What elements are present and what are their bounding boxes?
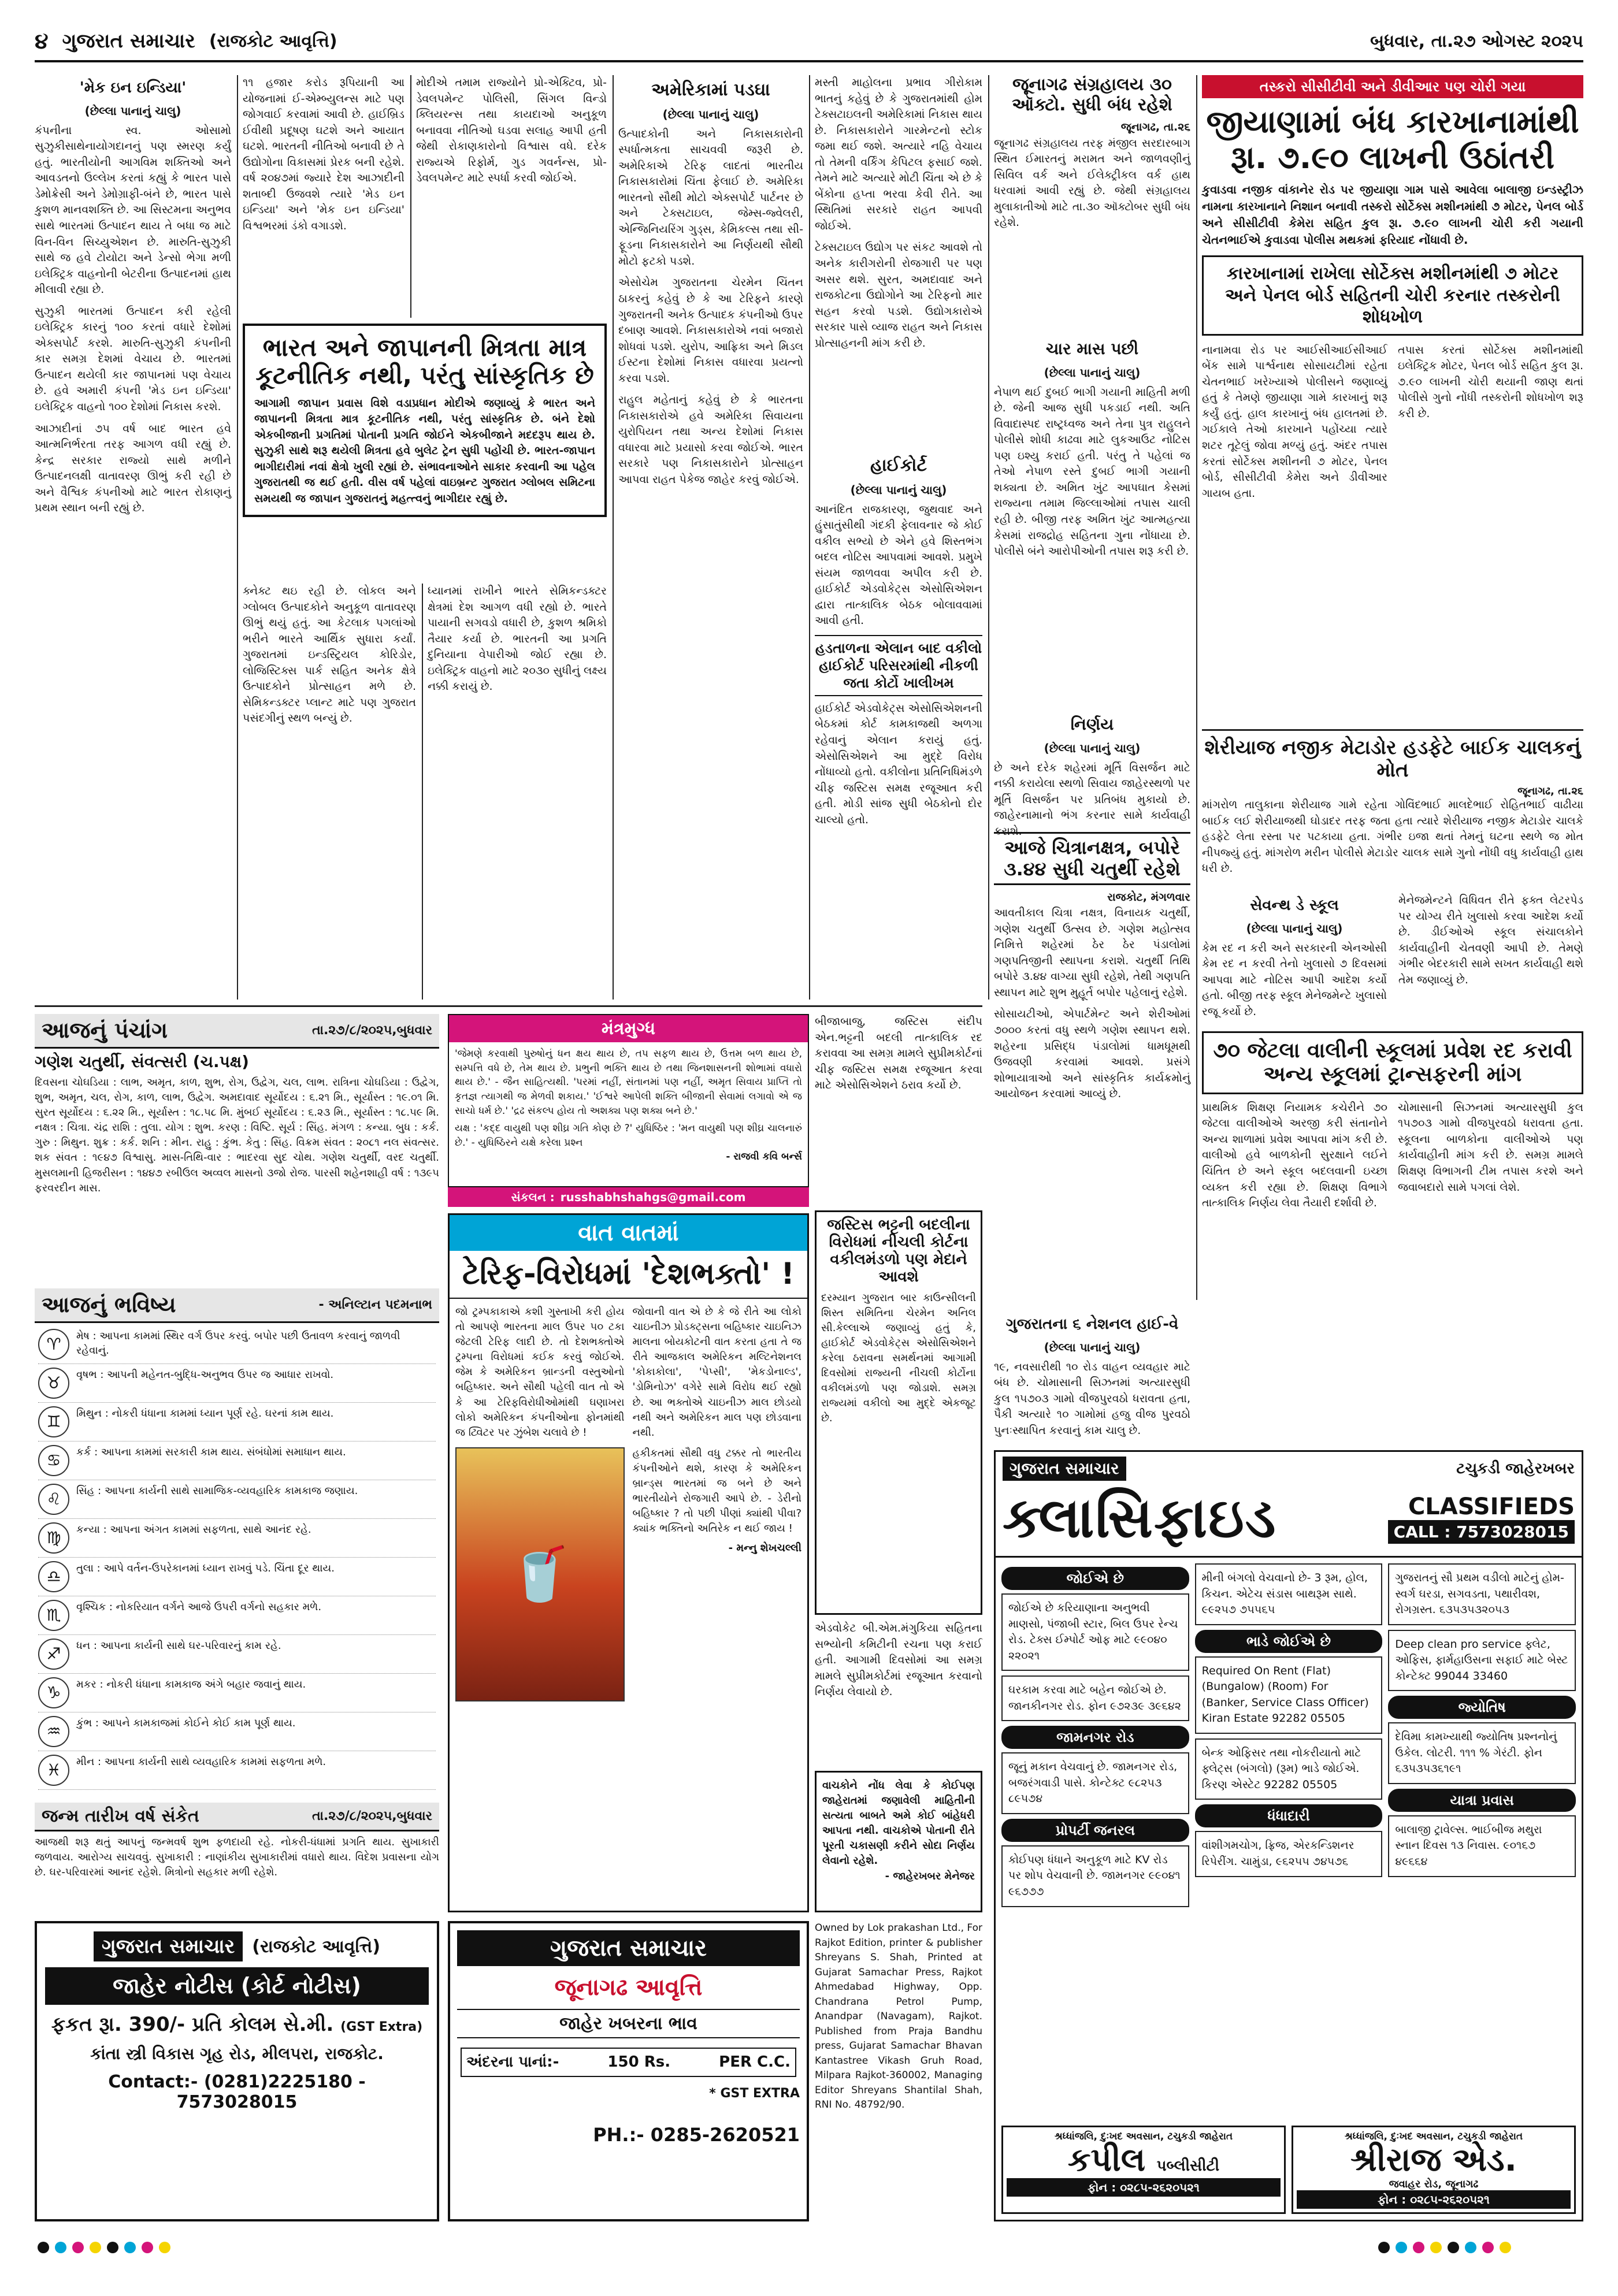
bhavishya-box: [35, 1288, 439, 1797]
bar-headline: હડતાળના એલાન બાદ વકીલો હાઈકોર્ટ પરિસરમાંથી નીકળી જતા કોર્ટો ખાલીખમ: [815, 635, 982, 696]
rashi-text: કન્યા : આપના અંગત કામમાં સફળતા, સાથે આનંદ રહે.: [76, 1524, 311, 1536]
mantra-box: [448, 1014, 809, 1187]
rashi-text: કુંભ : આપને કામકાજમાં કોઈને કોઈ કામ પૂર્ણ થાય.: [76, 1717, 296, 1729]
rashi-text: વૃષભ : આપની મહેનત-બુદ્ધિ-અનુભવ ઉપર જ આધાર રાખવો.: [76, 1369, 334, 1381]
sevantu-headline: સેવન્થ ડે સ્કૂલ: [1250, 897, 1339, 914]
col4-body: મસ્તી માહોલના પ્રભાવ ગીરોકામ ભાતનું કહેવું છે કે ગુજરાતમાંથી હોમ ટેક્સટાઇલની અમેરિકામાં નિકાસ થાય છે. નિકાસકારોને ગારમેન્ટનો સ્ટોક જમા થઈ જશે. અત્યારે નહિ વેચાય તો તેમની વર્કિંગ કેપિટલ ફસાઈ જશે. તેમને માટે અત્યારે મોટી ચિંતા એ છે કે બેંકોના હપ્તા ભરવા કેવી રીતે. આ સ્થિતિમાં સરકારે રાહત આપવી જોઈએ.: [815, 76, 982, 232]
rashi-row: [38, 1558, 436, 1596]
taskari-body: નાનામવા રોડ પર આઈસીઆઈસીઆઈ બેંક સામે પાર્શ્વનાથ સોસાયટીમાં રહેતા ચેતનભાઈ ખરેખ્યાએ પોલીસને જણાવ્યું હતું કે તેમણે જીયાણા ગામે કારખાનું શરૂ કર્યું હતું. હાલ કારખાનું બંધ હાલતમાં છે. ગઈકાલે તેઓ કારખાને પહોંચ્યા ત્યારે શટર તૂટેલું જોવા મળ્યું હતું. અંદર તપાસ કરતાં સોર્ટેક્સ મશીનની ૭ મોટર, પેનલ બોર્ડ, સીસીટીવી કેમેરા અને ડીવીઆર ગાયબ હતા.: [1202, 343, 1387, 500]
taskari-box-headline: કારખાનામાં રાખેલા સોર્ટેક્સ મશીનમાંથી ૭ મોટર અને પેનલ બોર્ડ સહિતની ચોરી કરનાર તસ્કરોની શોધખોળ: [1202, 255, 1583, 336]
registration-marks-right: [1375, 2242, 1514, 2256]
ad-kapil-top: શ્રધ્ધાંજલિ, દુઃખદ અવસાન, ટચુકડી જાહેરાત: [1054, 2131, 1233, 2143]
bike-article: [1202, 737, 1583, 887]
india-japan-headline-box: [243, 324, 607, 517]
ad-kapil-phone: ફોન : ૦૨૮૫-૨૬૨૦૫૨૧: [1007, 2178, 1281, 2197]
registration-marks-left: [35, 2242, 173, 2256]
rashi-text: તુલા : આપે વર્તન-ઉપરેકાનમાં ધ્યાન રાખવું પડે. ચિંતા દૂર થાય.: [76, 1562, 335, 1574]
justice-box: [815, 1210, 982, 1615]
rashi-row: [38, 1751, 436, 1790]
rashi-text: મકર : નોકરી ધંધાના કામકાજ અંગે બહાર જવાનું થાય.: [76, 1678, 306, 1691]
ad-junagadh[interactable]: [448, 1921, 809, 2221]
rashi-row: [38, 1480, 436, 1519]
highcourt-article: [815, 451, 982, 1000]
zodiac-icon: ♌: [38, 1484, 69, 1515]
ad-junagadh-gst: * GST EXTRA: [709, 2086, 800, 2101]
vaat-box: [448, 1213, 809, 1912]
ad-court-contact: Contact:- (0281)2225180 - 7573028015: [108, 2072, 366, 2112]
junagadh-dateline: જૂનાગઢ, તા.૨૬: [1120, 121, 1190, 133]
rashi-text: કર્ક : આપના કામમાં સરકારી કામ થાય. સંબંધોમાં સમાધાન થાય.: [76, 1446, 346, 1458]
rashi-text: મેષ : આપના કામમાં સ્થિર વર્ગ ઉપર કરવું. બપોર પછી ઉતાવળ કરવાનું જાળવી રહેવાનું.: [76, 1330, 400, 1357]
classified-listing[interactable]: ગુજરાતનું સૌ પ્રથમ વડીલો માટેનું હોમ- સ્વર્ગ ઘરડા, સગવડતા, પથારીવશ, રોગગ્રસ્ત. ૬૩૫૩૫૩૨૦૫૩: [1388, 1563, 1576, 1625]
col4-top: [815, 75, 982, 445]
panchang-heading: ગણેશ ચતુર્થી, સંવત્સરી (ચ.પક્ષ): [35, 1052, 249, 1071]
chitra-body: આવતીકાલ ચિત્રા નક્ષત્ર, વિનાયક ચતુર્થી, ગણેશ ચતુર્થી ઉત્સવ છે. ગણેશ મહોત્સવ નિમિત્તે શહેરમાં ઠેર ઠેર પંડાલોમાં ગણપતિજીની સ્થાપના કરાશે. ચતુર્થી તિથિ બપોરે ૩.૪૪ વાગ્યા સુધી રહેશે, તેથી ગણપતિ સ્થાપન માટે શુભ મુહૂર્ત બપોર પહેલાનું રહેશે.: [994, 906, 1190, 999]
masthead: [35, 22, 1583, 62]
ad-kapil-sub: પબ્લીસીટી: [1156, 2157, 1220, 2175]
ad-shriraj-top: શ્રધ્ધાંજલિ, દુઃખદ અવસાન, ટચુકડી જાહેરાત: [1344, 2131, 1523, 2143]
zodiac-icon: ♑: [38, 1677, 69, 1708]
ad-court-notice[interactable]: [35, 1921, 439, 2221]
make-in-india-article: [35, 75, 231, 1000]
chitra-dateline: રાજકોટ, મંગળવાર: [1107, 890, 1190, 904]
taskari-kicker: તસ્કરો સીસીટીવી અને ડીવીઆર પણ ચોરી ગયા: [1202, 75, 1583, 98]
mantra-credit: - રાજવી કવિ બર્ન્સ: [726, 1151, 802, 1163]
cartoon-image: 🥤: [455, 1447, 625, 1701]
janma-body: આજથી શરૂ થતું આપનું જન્મવર્ષ શુભ ફળદાયી રહે. નોકરી-ધંધામાં પ્રગતિ થાય. સુખાકારી જળવાય. આરોગ્ય સાચવવું. સુખાકારી : નાણાંકીય સુખાકારીમાં વધારો થાય. વિદેશ પ્રવાસના યોગ છે. ઘર-પરિવારમાં આનંદ રહેશે. મિત્રોનો સહકાર મળી રહેશે.: [35, 1836, 439, 1879]
zodiac-icon: ♒: [38, 1716, 69, 1747]
india-japan-body-2: ક્નેક્ટ થઇ રહી છે. લોકલ અને ગ્લોબલ ઉત્પાદકોને અનુકૂળ વાતાવરણ ઊભું થયું હતું. આ કેટલાક પગલાંઓ ભરીને ભારતે આર્થિક સુધારા કર્યાં. ગુજરાતમાં ઇન્ડસ્ટ્રિયલ કોરિડોર, લોજિસ્ટિક્સ પાર્ક સહિત અનેક ક્ષેત્રે ઉત્પાદકોને પ્રોત્સાહન મળે છે. સેમિકન્ડક્ટર પ્લાન્ટ માટે પણ ગુજરાત પસંદગીનું સ્થળ બન્યું છે.: [243, 585, 416, 725]
rashi-text: મિથુન : નોકરી ધંધાના કામમાં ધ્યાન પૂર્ણ રહે. ઘરનાં કામ થાય.: [76, 1407, 334, 1420]
chitra-body-2: સોસાયટીઓ, એપાર્ટમેન્ટ અને શેરીઓમાં ૭૦૦૦ કરતાં વધુ સ્થળે ગણેશ સ્થાપન થશે. શહેરના પ્રસિદ્ધ પંડાલોમાં ધામધૂમથી ઉજવણી કરવામાં આવશે. પ્રસંગે શોભાયાત્રાઓ અને સાંસ્કૃતિક કાર્યક્રમોનું આયોજન કરવામાં આવ્યું છે.: [994, 1008, 1190, 1101]
highcourt-headline: હાઈકોર્ટ: [870, 455, 927, 475]
make-in-india-body-2: સુઝુકી ભારતમાં ઉત્પાદન કરી રહેલી ઇલેક્ટ્રિક કારનું ૧૦૦ કરતાં વધારે દેશોમાં એક્સપોર્ટ કરશે. મારુતિ-સુઝુકી કંપનીની કાર સમગ્ર દેશમાં વેચાય છે. ભારતમાં ઉત્પાદન થયેલી કાર જાપાનમાં પણ વેચાય છે. હવે અમારી કંપની 'મેડ ઇન ઇન્ડિયા' ઇલેક્ટ્રિક વાહનો ૧૦૦ દેશોમાં નિકાસ કરશે.: [35, 304, 231, 413]
america-sub: (છેલ્લા પાનાનું ચાલુ): [662, 107, 759, 121]
vaat-title: વાત વાતમાં: [450, 1215, 807, 1251]
seventy-article: [1202, 1031, 1583, 1303]
panchang-date: તા.૨૭/૮/૨૦૨૫,બુધવાર: [312, 1023, 432, 1038]
rashi-text: સિંહ : આપના કાર્યની સાથે સામાજિક-વ્યવહારિક કામકાજ જણાય.: [76, 1485, 358, 1497]
masthead-date: બુધવાર, તા.૨૭ ઓગસ્ટ ૨૦૨૫: [1370, 31, 1583, 51]
gujarat-highway-body: ૧૯, નવસારીથી ૧૦ રોડ વાહન વ્યવહાર માટે બંધ છે. ચોમાસાની સિઝનમાં અત્યારસુધી કુલ ૧૫૭૦૩ ગામો વીજપુરવઠો ધરાવતા હતા, પૈકી અત્યારે ૧૦ ગામોમાં હજુ વીજ પુરવઠો પુનઃસ્થાપિત કરવાનું કામ ચાલુ છે.: [994, 1360, 1190, 1437]
vaat-body-3: હકીકતમાં સૌથી વધુ ટક્કર તો ભારતીય કંપનીઓને થશે, કારણ કે અમેરિકન બ્રાન્ડ્સ ભારતમાં જ બને છે અને ભારતીયોને રોજગારી આપે છે. - ડેરીનો બહિષ્કાર ? તો પછી પીણાં ક્યાંથી પીવા? ક્યાંક ભક્તિનો અતિરેક ન થઈ જાય !: [632, 1447, 801, 1535]
classified-call[interactable]: CALL : 7573028015: [1388, 1520, 1575, 1544]
classified-listing[interactable]: બાલાજી ટ્રાવેલ્સ. ભાઈબીજ મથુરા સ્નાન દિવસ ૧૩ નિવાસ. ૯૦૧૬૭ ૪૯૬૬૪: [1388, 1815, 1576, 1877]
char-maas-headline: ચાર માસ પછી: [1045, 339, 1139, 358]
india-japan-cont-2: [428, 584, 607, 1000]
junagadh-article: [994, 75, 1190, 329]
highcourt-sub: (છેલ્લા પાનાનું ચાલુ): [850, 482, 947, 497]
sevantu-sub: (છેલ્લા પાનાનું ચાલુ): [1246, 921, 1343, 935]
ad-junagadh-edition: જૂનાગઢ આવૃત્તિ: [554, 1974, 703, 2001]
janma-date: તા.૨૭/૮/૨૦૨૫,બુધવાર: [312, 1809, 432, 1823]
school-right-article: [1398, 893, 1583, 1026]
ad-junagadh-phone: PH.:- 0285-2620521: [593, 2124, 800, 2146]
classified-listing[interactable]: ઘરકામ કરવા માટે બહેન જોઈએ છે. જાનકીનગર રોડ. ફોન ૯૭૨૩૯ ૩૯૬૪૨: [1001, 1675, 1189, 1721]
edition-label: (રાજકોટ આવૃત્તિ): [209, 31, 337, 51]
rashi-text: ધન : આપના કાર્યની સાથે ઘર-પરિવારનું કામ રહે.: [76, 1640, 281, 1652]
make-in-india-title: 'મેક ઇન ઇન્ડિયા': [79, 79, 187, 96]
classified-brand: ગુજરાત સમાચાર: [1003, 1457, 1126, 1481]
school-right-body: મેનેજમેન્ટને વિધિવત રીતે ફક્ત લેટરપેડ પર યોગ્ય રીતે ખુલાસો કરવા આદેશ કર્યો છે. ડીઈઓએ સ્કૂલ સંચાલકોને કાર્યવાહીની ચેતવણી આપી છે. તેમણે ગંભીર બેદરકારી સામે સખત કાર્યવાહી થશે તેમ જણાવ્યું છે.: [1398, 894, 1583, 986]
india-japan-body: આગામી જાપાન પ્રવાસ વિશે વડાપ્રધાન મોદીએ જણાવ્યું કે ભારત અને જાપાનની મિત્રતા માત્ર કૂટનીતિક નથી, પરંતુ સાંસ્કૃતિક છે. બંને દેશો એકબીજાની પ્રગતિમાં પોતાની પ્રગતિ જોઈને એકબીજાને મદદરૂપ થાય છે. સુઝુકી સાથે શરૂ થયેલી મિત્રતા હવે બુલેટ ટ્રેન સુધી પહોંચી છે. ભારત-જાપાન ભાગીદારીમાં નવાં ક્ષેત્રો ખુલી રહ્યાં છે. સંભાવનાઓને સાકાર કરવાની આ પહેલ ગુજરાતથી જ થઈ હતી. વીસ વર્ષ પહેલાં વાઇબ્રન્ટ ગુજરાત ગ્લોબલ સમિટના સમયથી જ જાપાન ગુજરાતનું મહત્ત્વનું ભાગીદાર રહ્યું છે.: [254, 396, 595, 505]
gujarat-highway-sub: (છેલ્લા પાનાનું ચાલુ): [1044, 1340, 1141, 1354]
india-japan-cont-1: [243, 584, 416, 1000]
classified-listing[interactable]: Deep clean pro service ફ્લેટ, ઓફિસ, ફાર્મહાઉસના સફાઈ માટે બેસ્ટ કોન્ટેક્ટ 99044 33460: [1388, 1630, 1576, 1692]
india-japan-body-3: ધ્યાનમાં રાખીને ભારતે સેમિકન્ડક્ટર ક્ષેત્રમાં દેશ આગળ વધી રહ્યો છે. ભારતે પાયાની સગવડો વધારી છે, કુશળ શ્રમિકો તૈયાર કર્યા છે. ભારતની આ પ્રગતિ દુનિયાના વેપારીઓ જોઈ રહ્યા છે. ઇલેક્ટ્રિક વાહનો માટે ૨૦૩૦ સુધીનું લક્ષ્ય નક્કી કરાયું છે.: [428, 585, 607, 693]
notice-box: [815, 1771, 982, 1912]
ad-junagadh-title: જાહેર ખબરના ભાવ: [457, 2009, 800, 2038]
bike-headline: શેરીયાજ નજીક મેટાડોર હડફેટે બાઈક ચાલકનું મોત: [1204, 736, 1581, 782]
mid-article-body-2: મોદીએ તમામ રાજ્યોને પ્રો-એક્ટિવ, પ્રો-ડેવલપમેન્ટ પોલિસી, સિંગલ વિન્ડો ક્લિયરન્સ તથા કાયદાઓ અનુકૂળ બનાવવા નીતિઓ ઘડવા સલાહ આપી હતી જેથી રોકાણકારોનો વિશ્વાસ વધે. દરેક રાજ્યએ રિફોર્મ, ગુડ ગવર્નન્સ, પ્રો-ડેવલપમેન્ટ માટે સ્પર્ધા કરવી જોઈએ.: [416, 76, 607, 185]
highcourt-body: આનંદિત રાજકારણ, જુથવાદ અને હુંસાતુંસીથી ગંદકી ફેલાવનાર જે કોઈ વકીલ સભ્યો છે એને હવે શિસ્તભંગ બદલ નોટિસ આપવામાં આવશે. પ્રમુખે સંયમ જાળવવા અપીલ કરી છે. હાઈકોર્ટ એડવોકેટ્સ એસોસિએશન દ્વારા તાત્કાલિક બેઠક બોલાવવામાં આવી હતી.: [815, 503, 982, 627]
classified-listing[interactable]: બેન્ક ઓફિસર તથા નોકરીયાતો માટે ફ્લેટ્સ (બંગલો) (રૂમ) ભાડે જોઈએ. કિરણ એસ્ટેટ 92282 05505: [1195, 1738, 1383, 1800]
classified-category-title: જામનગર રોડ: [1001, 1726, 1189, 1749]
classified-listing[interactable]: કોઈપણ ધંધાને અનુકૂળ માટે KV રોડ પર શોપ વેચવાની છે. જામનગર ૯૯૦૪૧ ૯૬૭૭૭: [1001, 1845, 1189, 1907]
vaat-body-2: જોવાની વાત એ છે કે જે રીતે આ લોકો ચાઇનીઝ પ્રોડક્ટ્સના બહિષ્કાર ચાઇનિઝ માલના બોયકોટની વાત કરતા હતા તે જ રીતે આજકાલ અમેરિકન મલ્ટિનેશનલ 'કોકાકોલા', 'પેપ્સી', 'મેકડોનાલ્ડ', 'ડોમિનોઝ' વગેરે સામે વિરોધ થઈ રહ્યો છે. આ ભક્તોએ ચાઇનીઝ માલ છોડયો નથી અને અમેરિકન માલ પણ છોડવાના નથી.: [632, 1306, 801, 1439]
zodiac-icon: ♊: [38, 1406, 69, 1437]
junagadh-body: જૂનાગઢ સંગ્રહાલય તરફ મંજીલ સરદારબાગ સ્થિત ઈમારતનું મરામત અને જાળવણીનું સિવિલ વર્ક અને ઈલેક્ટ્રીકલ વર્ક હાથ ધરવામાં આવી રહ્યું છે. જેથી સંગ્રહાલય મુલાકાતીઓ માટે તા.૩૦ ઑક્ટોબર સુધી બંધ રહેશે.: [994, 136, 1190, 229]
zodiac-icon: ♏: [38, 1600, 69, 1631]
chitra-headline: આજે ચિત્રાનક્ષત્ર, બપોરે ૩.૪૪ સુધી ચતુર્થી રહેશે: [994, 832, 1190, 885]
justice-body: દરમ્યાન ગુજરાત બાર કાઉન્સીલની શિસ્ત સમિતિના ચેરમેન અનિલ સી.કેલ્લાએ જણાવ્યું હતું કે, હાઈકોર્ટ એડવોકેટ્સ એસોસિએશને કરેલા ઠરાવના સમર્થનમાં આગામી દિવસોમાં રાજ્યની નીચલી કોર્ટોના વકીલમંડળો પણ જોડાશે. સમગ્ર રાજ્યમાં વકીલો આ મુદ્દે એકજૂટ છે.: [821, 1291, 976, 1425]
nirnay-body: છે અને દરેક શહેરમાં મૂર્તિ વિસર્જન માટે નક્કી કરાયેલા સ્થળો સિવાય જાહેરસ્થળો પર મૂર્તિ વિસર્જન પર પ્રતિબંધ મુકાયો છે. જાહેરનામાનો ભંગ કરનાર સામે કાર્યવાહી કરાશે.: [994, 761, 1190, 838]
mid-article-right: [416, 75, 607, 318]
america-headline: અમેરિકામાં પડઘા: [651, 80, 770, 100]
taskari-article: [1202, 75, 1583, 722]
classified-category-title: પ્રોપર્ટી જનરલ: [1001, 1819, 1189, 1842]
char-maas-article: [994, 335, 1190, 705]
ad-junagadh-col2: 150 Rs.: [607, 2053, 671, 2071]
zodiac-icon: ♍: [38, 1522, 69, 1554]
rashi-text: મીન : આપના કાર્યની સાથે વ્યવહારિક કામમાં સફળતા મળે.: [76, 1756, 326, 1768]
america-body-2: એસોચેમ ગુજરાતના ચેરમેન ચિંતન ઠાકરનું કહેવું છે કે આ ટેરિફને કારણે ગુજરાતની અનેક ઉત્પાદક કંપનીઓ ઉપર દબાણ આવશે. નિકાસકારોએ નવાં બજારો શોધવાં પડશે. યુરોપ, આફ્રિકા અને મિડલ ઈસ્ટના દેશોમાં નિકાસ વધારવા પ્રયત્નો કરવા પડશે.: [618, 276, 803, 385]
classified-col-2: [1195, 1563, 1383, 1912]
zodiac-icon: ♈: [38, 1329, 69, 1360]
ad-kapil-name: કપીલ: [1067, 2141, 1146, 2179]
ad-court-address: કાંતા સ્ત્રી વિકાસ ગૃહ રોડ, મીલપરા, રાજકોટ.: [90, 2044, 384, 2063]
panchang-body: દિવસના ચોઘડિયા : લાભ, અમૃત, કાળ, શુભ, રોગ, ઉદ્વેગ, ચલ, લાભ. રાત્રિના ચોઘડિયા : ઉદ્વેગ, શુભ, અમૃત, ચલ, રોગ, કાળ, લાભ, ઉદ્વેગ. અમદાવાદ સૂર્યોદય : ૬.૨૧ મિ., સૂર્યાસ્ત : ૧૯.૦૧ મિ. સુરત સૂર્યોદય : ૬.૨૨ મિ., સૂર્યાસ્ત : ૧૮.૫૮ મિ. મુંબઈ સૂર્યોદય : ૬.૨૩ મિ., સૂર્યાસ્ત : ૧૮.૫૯ મિ. નક્ષત્ર : ચિત્રા. ચંદ્ર રાશિ : તુલા. યોગ : શુભ. કરણ : વિષ્ટિ. સૂર્ય : સિંહ. મંગળ : કન્યા. બુધ : કર્ક. ગુરુ : મિથુન. શુક્ર : કર્ક. શનિ : મીન. રાહુ : કુંભ. કેતુ : સિંહ. વિક્રમ સંવત : ૨૦૮૧ નલ સંવત્સર. શક સંવત : ૧૯૪૭ વિશ્વાસુ. માસ-તિથિ-વાર : ભાદરવા સુદ ચોથ. ગણેશ ચતુર્થી, વરદ ચતુર્થી. મુસલમાની હિજરીસન : ૧૪૪૭ રબીઉલ અવ્વલ માસનો ૩જો રોજ. પારસી શહેનશાહી વર્ષ : ૧૩૯૫ ફરવરદીન માસ.: [35, 1076, 439, 1194]
chitra-article: [994, 832, 1190, 1306]
america-body-3: રાહુલ મહેતાનું કહેવું છે કે ભારતના નિકાસકારોએ હવે અમેરિકા સિવાયના યુરોપિયન તથા અન્ય દેશોમાં નિકાસ વધારવા માટે પ્રયાસો કરવા જોઈએ. ભારત સરકારે પણ નિકાસકારોને પ્રોત્સાહન આપવા રાહત પેકેજ જાહેર કરવું જોઈએ.: [618, 393, 803, 486]
ad-shriraj[interactable]: [1292, 2126, 1576, 2214]
justice-headline: જસ્ટિસ ભટ્ટની બદલીના વિરોધમાં નીચલી કોર્ટના વકીલમંડળો પણ મેદાને આવશે: [827, 1216, 970, 1286]
america-body: ઉત્પાદકોની અને નિકાસકારોની સ્પર્ધાત્મકતા સાચવવી જરૂરી છે. અમેરિકાએ ટેરિફ લાદતાં ભારતીય નિકાસકારોમાં ચિંતા ફેલાઈ છે. અમેરિકા ભારતનો સૌથી મોટો એક્સપોર્ટ પાર્ટનર છે અને ટેક્સટાઇલ, જેમ્સ-જ્વેલરી, એન્જિનિયરિંગ ગુડ્સ, કેમિકલ્સ તથા સી-ફૂડના નિકાસકારોને આ નિર્ણયથી સૌથી મોટો ફટકો પડશે.: [618, 127, 803, 268]
sevantu-article: [1202, 893, 1387, 1026]
taskari-headline: જીયાણામાં બંધ કારખાનામાંથી રૂા. ૭.૯૦ લાખની ઉઠાંતરી: [1206, 103, 1579, 176]
vaat-headline: ટેરિફ-વિરોધમાં 'દેશભક્તો' !: [450, 1251, 807, 1299]
zodiac-icon: ♉: [38, 1368, 69, 1399]
rashi-row: [38, 1325, 436, 1364]
char-maas-body: નેપાળ થઈ દુબઈ ભાગી ગયાની માહિતી મળી છે. જેની આજ સુધી પકડાઈ નથી. અતિ વિવાદાસ્પદ રાષ્ટ્રધ્વજ અને તેના પુત્ર રાહુલને પોલીસે શોધી કાઢવા માટે લુકઆઉટ નોટિસ પણ ઇશ્યુ કરાઈ હતી. પરંતુ તે પહેલાં જ તેઓ નેપાળ રસ્તે દુબઈ ભાગી ગયાની શક્યતા છે. અમિત ખુંટ આપઘાત કેસમાં રાજ્યના તમામ જિલ્લાઓમાં તપાસ ચાલી રહી છે. બીજી તરફ અમિત ખુંટ આત્મહત્યા કેસમાં રાજદ્રોહ સહિતના ગુના નોંધાયા છે. પોલીસે બંને આરોપીઓની તપાસ શરૂ કરી છે.: [994, 385, 1190, 558]
make-in-india-body-3: આઝાદીનાં ૭૫ વર્ષ બાદ ભારત હવે આત્મનિર્ભરતા તરફ આગળ વધી રહ્યું છે. કેન્દ્ર સરકાર રાજ્યો સાથે મળીને ઉત્પાદનલક્ષી વાતાવરણ ઊભું કરી રહી છે અને વૈશ્વિક કંપનીઓ માટે ભારત રોકાણનું પ્રથમ સ્થાન બની રહ્યું છે.: [35, 422, 231, 515]
zodiac-icon: ♎: [38, 1561, 69, 1592]
classified-tag: ટચુકડી જાહેરખબર: [1456, 1459, 1575, 1477]
justice-para: [815, 1014, 982, 1205]
janma-title: જન્મ તારીખ વર્ષ સંકેત: [42, 1806, 199, 1826]
school-right-body-2: ચોમાસાની સિઝનમાં અત્યારસુધી કુલ ૧૫૭૦૩ ગામો વીજપુરવઠો ધરાવતા હતા. સ્કૂલના બાળકોના વાલીઓએ પણ કાર્યવાહીની માંગ કરી છે. સમગ્ર મામલે શિક્ષણ વિભાગની ટીમ તપાસ કરશે અને જવાબદારો સામે પગલાં લેશે.: [1398, 1101, 1583, 1194]
mantra-title: મંત્રમુગ્ધ: [449, 1015, 808, 1042]
highcourt-justice: બીજાબાજુ, જસ્ટિસ સંદીપ એન.ભટ્ટની બદલી તાત્કાલિક રદ કરાવવા આ સમગ્ર મામલે સુપ્રીમકોર્ટનાં ચીફ જસ્ટિસ સમક્ષ રજૂઆત કરવા માટે એસોસિએશને ઠરાવ કર્યો છે.: [815, 1015, 982, 1092]
zodiac-icon: ♐: [38, 1639, 69, 1670]
classified-section: [994, 1450, 1583, 2221]
classified-category-title: જ્યોતિષ: [1388, 1696, 1576, 1719]
classified-category-title: ધંધાદારી: [1195, 1804, 1383, 1827]
rashi-row: [38, 1635, 436, 1674]
rashi-text: વૃશ્ચિક : નોકરિયાત વર્ગને આજે ઉપરી વર્ગનો સહકાર મળે.: [76, 1601, 322, 1613]
vaat-sign: - મન્નુ શેખચલ્લી: [728, 1542, 801, 1555]
classified-listing[interactable]: જૂનું મકાન વેચવાનું છે. જામનગર રોડ, બજરંગવાડી પાસે. કોન્ટેક્ટ ૯૮૨૫૩ ૮૯૫૭૪: [1001, 1752, 1189, 1814]
mantra-contact: [448, 1187, 809, 1207]
mid-article-left: [243, 75, 404, 318]
bhavishya-title: આજનું ભવિષ્ય: [42, 1292, 176, 1317]
classified-col-1: [1001, 1563, 1189, 1912]
make-in-india-sub: (છેલ્લા પાનાનું ચાલુ): [84, 103, 181, 118]
classified-listing[interactable]: મીની બંગલો વેચવાનો છે- 3 રૂમ, હોલ, કિચન. એટેચ સંડાસ બાથરૂમ સાથે. ૯૯૨૫૭ ૭૫૫૬૫: [1195, 1563, 1383, 1625]
rashi-row: [38, 1674, 436, 1712]
classified-en: CLASSIFIEDS: [1408, 1493, 1575, 1520]
col4-body-2: ટેક્સટાઇલ ઉદ્યોગ પર સંકટ આવશે તો અનેક કારીગરોની રોજગારી પર પણ અસર થશે. સુરત, અમદાવાદ અને રાજકોટના ઉદ્યોગોને આ ટેરિફનો માર સહન કરવો પડશે. ઉદ્યોગકારોએ સરકાર પાસે વ્યાજ રાહત અને નિકાસ પ્રોત્સાહનની માંગ કરી છે.: [815, 241, 982, 350]
taskari-body-2: તપાસ કરતાં સોર્ટેક્સ મશીનમાંથી ઇલેક્ટ્રિક મોટર, પેનલ બોર્ડ સહિત કુલ રૂા. ૭.૯૦ લાખની ચોરી થયાની જાણ થતાં પોલીસે ગુનો નોંધી તસ્કરોની શોધખોળ શરૂ કરી છે.: [1398, 343, 1583, 420]
classified-big: ક્લાસિફાઇડ: [1003, 1485, 1277, 1550]
janma-box: [35, 1803, 439, 1912]
rashi-row: [38, 1519, 436, 1558]
ad-junagadh-brand: ગુજરાત સમાચાર: [457, 1930, 800, 1966]
bike-dateline: જૂનાગઢ, તા.૨૬: [1517, 785, 1583, 798]
ad-shriraj-phone: ફોન : ૦૨૮૫-૨૬૨૦૫૨૧: [1297, 2190, 1571, 2209]
gujarat-highway-headline: ગુજરાતના ૬ નેશનલ હાઈ-વે: [1005, 1316, 1179, 1333]
ad-kapil[interactable]: [1001, 2126, 1286, 2214]
mantra-yaksha: યક્ષ : 'કદ્દ વાયુથી પણ શીઘ્ર ગતિ કોણ છે ?' યુધિષ્ઠિર : 'મન વાયુથી પણ શીઘ્ર ચાલનારું છે.' - યુધિષ્ઠિરને યક્ષે કરેલા પ્રશ્ન: [455, 1123, 802, 1149]
zodiac-icon: ♋: [38, 1445, 69, 1476]
india-japan-headline: ભારત અને જાપાનની મિત્રતા માત્ર કૂટનીતિક નથી, પરંતુ સાંસ્કૃતિક છે: [255, 333, 594, 390]
rashi-row: [38, 1712, 436, 1751]
ad-junagadh-col3: PER C.C.: [719, 2053, 791, 2071]
vaat-body: જો ટ્રમ્પકાકાએ કશી ગુસ્તાખી કરી હોય તો આપણે ભારતના માલ ઉપર ૫૦ ટકા જેટલી ટેરિફ લાદી છે. તો દેશભક્તોએ ટ્રમ્પના વિરોધમાં કઈક કરવું જોઈએ. જેમ કે અમેરિકન બ્રાન્ડની વસ્તુઓનો બહિષ્કાર. અને સૌથી પહેલી વાત તો એ કે આ ટેરિફવિરોધીઓમાંથી ઘણાખરા લોકો અમેરિકન કંપનીઓના ફોનમાંથી જ ટ્વિટર પર ઝુંબેશ ચલાવે છે !: [455, 1306, 625, 1439]
rashi-list: [35, 1323, 439, 1792]
mantra-contact-email[interactable]: russhabhshahgs@gmail.com: [560, 1190, 746, 1204]
junagadh-headline: જૂનાગઢ સંગ્રહાલય ૩૦ ઑક્ટો. સુધી બંધ રહેશે: [1012, 75, 1172, 115]
mantra-contact-label: સંકલન :: [511, 1190, 555, 1204]
panchang-box: [35, 1014, 439, 1280]
ad-shriraj-name: શ્રીરાજ એડ.: [1350, 2141, 1517, 2179]
notice-sign: - જાહેરખબર મેનેજર: [885, 1870, 975, 1882]
rashi-row: [38, 1403, 436, 1441]
justice-body-2: એડવોકેટ બી.એમ.મંગુકિયા સહિતના સભ્યોની કમિટીની રચના પણ કરાઈ હતી. આગામી દિવસોમાં આ સમગ્ર મામલે સુપ્રીમકોર્ટમાં રજૂઆત કરવાનો નિર્ણય લેવાયો છે.: [815, 1622, 982, 1699]
page-number: ૪: [35, 28, 49, 54]
zodiac-icon: ♓: [38, 1755, 69, 1786]
ad-court-brand: ગુજરાત સમાચાર: [94, 1931, 243, 1961]
imprint: [815, 1921, 982, 2221]
nirnay-headline: નિર્ણય: [1070, 715, 1114, 734]
bike-body: માંગરોળ તાલુકાના શેરીયાજ ગામે રહેતા ગોવિંદભાઈ માલદેભાઈ રોહિતભાઈ વાઢીયા બાઈક લઈ શેરીયાજથી ઘોડાદર તરફ જતા હતા ત્યારે શેરીયાજ નજીક મેટાડોર ચાલકે હડફેટે લેતા રસ્તા પર પટકાયા હતા. ગંભીર ઇજા થતાં તેમનું ઘટના સ્થળે જ મોત નીપજ્યું હતું. માંગરોળ મરીન પોલીસે મેટાડોર ચાલક સામે ગુનો નોંધી વધુ કાર્યવાહી હાથ ધરી છે.: [1202, 798, 1583, 875]
bhavishya-author: - અનિલ્ટાન પદમનાભ: [318, 1298, 432, 1312]
brand-name: ગુજરાત સમાચાર: [62, 29, 195, 53]
ad-junagadh-col1: અંદરના પાનાં:-: [466, 2053, 559, 2071]
nirnay-sub: (છેલ્લા પાનાનું ચાલુ): [1044, 741, 1141, 755]
sevantu-body: કેમ રદ ન કરી અને સરકારની એનઓસી કેમ રદ ન કરવી તેનો ખુલાસો ૭ દિવસમાં આપવા માટે નોટિસ આપી આદેશ કર્યો હતો. બીજી તરફ સ્કૂલ મેનેજમેન્ટે ખુલાસો રજૂ કર્યો છે.: [1202, 941, 1387, 1018]
mantra-body: 'જેમણે કરવાથી પુરુષોનું ધન ક્ષય થાય છે, તપ સફળ થાય છે, ઉત્તમ બળ થાય છે, સમ્પત્તિ વધે છે, તેમ થાય છે. પ્રભુની ભક્તિ થાય છે તથા જિનશાસનની શોભામાં વધારો થાય છે.' - જૈન સાહિત્યથી. 'પરમાં નહીં, સંતાનમાં પણ નહીં, અમૃત સિવાય પ્રાપ્તિ તો કૃતજ્ઞ ત્યાગથી જ મેળવી શકાય.' 'ઈશ્વરે આપેલી શક્તિ બીજાની સેવામાં લગાવો એ જ સાચો ધર્મ છે.' 'દ્રઢ સંકલ્પ હોય તો અશક્ય પણ શક્ય બને છે.': [455, 1048, 802, 1117]
classified-category-title: ભાડે જોઈએ છે: [1195, 1630, 1383, 1653]
mid-article-body-1: ૧૧ હજાર કરોડ રૂપિયાની આ યોજનામાં ઈ-એમ્બ્યુલન્સ માટે પણ જોગવાઈ કરવામાં આવી છે. હાઈબ્રિડ ઈવીથી પ્રદૂષણ ઘટશે અને આયાત ઘટશે. ભારતની નીતિઓ બનાવી છે તે ઉદ્યોગોના વિકાસમાં પ્રેરક બની રહેશે. વર્ષ ૨૦૪૭માં જ્યારે દેશ આઝાદીની શતાબ્દી ઉજવશે ત્યારે 'મેડ ઇન ઇન્ડિયા' અને 'મેક ઇન ઇન્ડિયા' વિશ્વભરમાં ડંકો વગાડશે.: [243, 76, 404, 232]
america-article: [618, 75, 803, 1000]
notice-body: વાચકોને નોંધ લેવા કે કોઈપણ જાહેરાતમાં જણાવેલી માહિતીની સત્યતા બાબતે અમે કોઈ બાંહેધરી આપતા નથી. વાચકોએ પોતાની રીતે પૂરતી ચકાસણી કરીને સોદા નિર્ણય લેવાનો રહેશે.: [822, 1779, 975, 1867]
classified-listing[interactable]: દેવિમા કામખ્યાથી જ્યોતિષ પ્રશ્નનોનું ઉકેલ. લોટરી. ૧૧૧ % ગેરંટી. ફોન ૬૩૫૩૫૩૬૧૯૧: [1388, 1722, 1576, 1784]
panchang-title: આજનું પંચાંગ: [42, 1017, 168, 1043]
ad-court-rate: ફકત રૂા. 390/- પ્રતિ કોલમ સે.મી.: [51, 2013, 334, 2036]
seventy-body: પ્રાથમિક શિક્ષણ નિયામક કચેરીને ૭૦ જેટલા વાલીઓએ અરજી કરી સંતાનોને અન્ય શાળામાં પ્રવેશ આપવા માંગ કરી છે. વાલીઓ હવે બાળકોની સુરક્ષાને લઈને ચિંતિત છે અને સ્કૂલ બદલવાની ઇચ્છા વ્યક્ત કરી રહ્યા છે. શિક્ષણ વિભાગે તાત્કાલિક નિર્ણય લેવા તૈયારી દર્શાવી છે.: [1202, 1101, 1387, 1210]
gujarat-highway-article: [994, 1312, 1190, 1444]
classified-category-title: યાત્રા પ્રવાસ: [1388, 1789, 1576, 1812]
ad-court-title: જાહેર નોટીસ (કોર્ટ નોટીસ): [45, 1967, 429, 2005]
nirnay-article: [994, 711, 1190, 838]
rashi-row: [38, 1596, 436, 1635]
classified-listing[interactable]: વાંશીગમચોગ, ફ્રિજ, એરકન્ડિશનર રિપેરીંગ. ચામુંડા, ૯૬૨૫૫ ૭૪૫૭૬: [1195, 1831, 1383, 1877]
rashi-row: [38, 1441, 436, 1480]
taskari-lead: કુવાડવા નજીક વાંકાનેર રોડ પર જીયાણા ગામ પાસે આવેલા બાલાજી ઇન્ડસ્ટ્રીઝ નામના કારખાનાને નિશાન બનાવી તસ્કરો સોર્ટેક્સ મશીનમાંથી ૭ મોટર, પેનલ બોર્ડ અને સીસીટીવી કેમેરા સહિત કુલ રૂા. ૭.૯૦ લાખની ચોરી કરી ગયાની ચેતનભાઈએ કુવાડવા પોલીસ મથકમાં ફરિયાદ નોંધાવી છે.: [1202, 183, 1583, 247]
ad-court-gst: (GST Extra): [340, 2020, 423, 2034]
justice-cont: [815, 1621, 982, 1765]
classified-col-3: [1388, 1563, 1576, 1912]
char-maas-sub: (છેલ્લા પાનાનું ચાલુ): [1044, 365, 1141, 380]
classified-category-title: જોઈએ છે: [1001, 1567, 1189, 1590]
classified-listing[interactable]: Required On Rent (Flat) (Bungalow) (Room) For (Banker, Service Class Officer) Kiran Estate 92282 05505: [1195, 1656, 1383, 1734]
ad-shriraj-sub: જવાહર રોડ, જૂનાગઢ: [1389, 2178, 1479, 2190]
seventy-headline: ૭૦ જેટલા વાલીની સ્કૂલમાં પ્રવેશ રદ કરાવી અન્ય સ્કૂલમાં ટ્રાન્સફરની માંગ: [1202, 1031, 1583, 1094]
classified-listing[interactable]: જોઈએ છે કરિયાણાના અનુભવી માણસો, પંજાબી સ્ટાર, બિલ ઉપર રેન્ચ રોડ. ટેક્સ ઈમ્પોર્ટ ઓફ માટે ૯૯૦૪૦ ૨૨૦૨૧: [1001, 1593, 1189, 1671]
imprint-body: Owned by Lok prakashan Ltd., For Rajkot Edition, printer & publisher Shreyans S. Shah, Printed at Gujarat Samachar Press, Rajkot Ahmedabad Highway, Opp. Chandrana Petrol Pump, Anandpar (Navagam), Rajkot. Published from Praja Bandhu press, Gujarat Samachar Bhavan Kantastree Vikash Gruh Road, Milpara Rajkot-360002, Managing Editor Shreyans Shantilal Shah, RNI No. 48792/90.: [815, 1922, 982, 2111]
rashi-row: [38, 1364, 436, 1403]
ad-court-edition: (રાજકોટ આવૃત્તિ): [252, 1936, 381, 1957]
make-in-india-body-1: કંપનીના સ્વ. ઓસામો સુઝુકીસાથેનાયોગદાનનું પણ સ્મરણ કર્યું હતું. ભારતીયોની આગવિમ શક્તિઓ અને આવડતનો ઉલ્લેખ કરતાં કહ્યું કે ભારત પાસે ડેમોક્રેસી અને ડેમોગ્રાફી-બંને છે, ભારત પાસે કુશળ માનવશક્તિ છે. આ સિસ્ટમના અનુભવ સાથે ભારતમાં ઉત્પાદન થાય તે બધા જ માટે વિન-વિન સિચ્યુએશન છે. મારુતિ-સુઝુકી સાથે જ હવે ટોયોટા અને ડેન્સો ભેગા મળી ઇલેક્ટ્રિક વાહનોની બેટરીના ઉત્પાદનમાં હાથ મીલાવી રહ્યા છે.: [35, 124, 231, 296]
bar-body: હાઈકોર્ટ એડવોકેટ્સ એસોસિએશનની બેઠકમાં કોર્ટ કામકાજથી અળગા રહેવાનું એલાન કરાયું હતું. એસોસિએશને આ મુદ્દે વિરોધ નોંધાવ્યો હતો. વકીલોના પ્રતિનિધિમંડળે ચીફ જસ્ટિસ સમક્ષ રજૂઆત કરી હતી. મોડી સાંજ સુધી બેઠકોનો દોર ચાલ્યો હતો.: [815, 701, 982, 826]
